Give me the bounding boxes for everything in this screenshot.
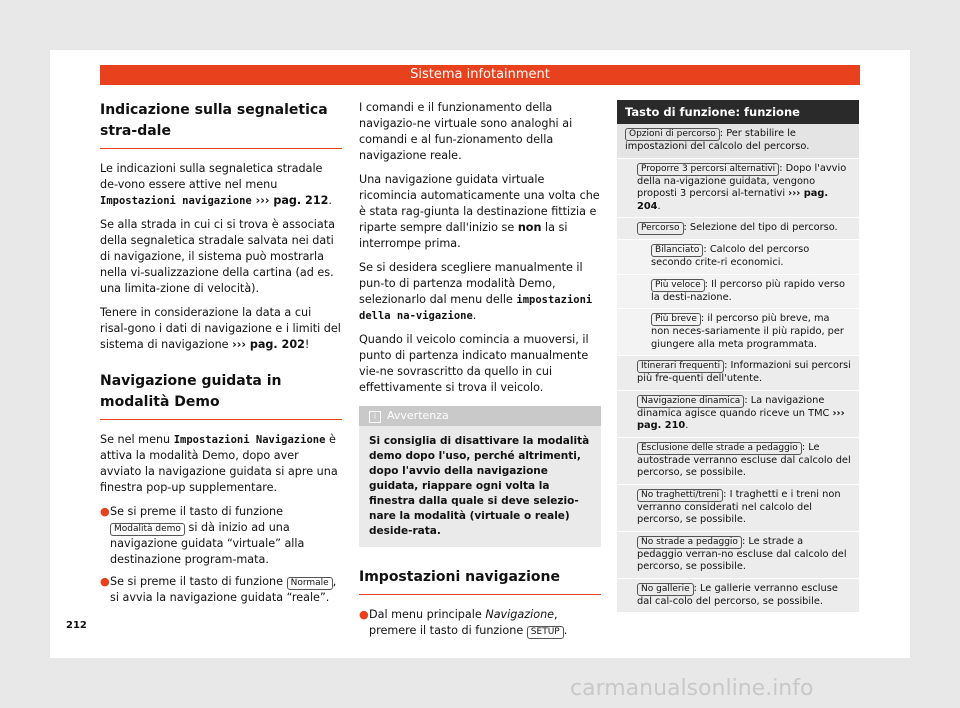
normal-key: Normale <box>287 577 333 590</box>
function-key: Navigazione dinamica <box>637 395 744 408</box>
table-row: Esclusione delle strade a pedaggio : Le autostrade verranno escluse dal calcolo del percorso, se possibile. <box>617 438 859 485</box>
page-reference[interactable]: ››› pag. 204 <box>637 188 829 212</box>
table-row: Percorso : Selezione del tipo di percorso. <box>617 218 859 240</box>
function-key: Proporre 3 percorsi alternativi <box>637 163 779 176</box>
warning-header: i Avvertenza <box>359 406 601 426</box>
warning-box <box>359 406 601 547</box>
table-row: No gallerie : Le gallerie verranno escluse dal cal-colo del percorso, se possibile. <box>617 579 859 614</box>
paragraph: Una navigazione guidata virtuale ricomincia automaticamente una volta che è stata rag-giunta la destinazione fittizia e riparte sempre dall'inizio se non la si interrompe prima. <box>359 173 600 250</box>
table-row: Più breve : il percorso più breve, ma non neces-sariamente il più rapido, per giungere alla meta programmata. <box>617 309 859 356</box>
table-row: Più veloce : Il percorso più rapido verso la desti-nazione. <box>617 275 859 310</box>
function-key: Esclusione delle strade a pedaggio <box>637 442 802 455</box>
bullet-list <box>100 504 342 606</box>
table-row: No traghetti/treni : I traghetti e i treni non verranno considerati nel calcolo del percorso, se possibile. <box>617 485 859 532</box>
paragraph: Le indicazioni sulla segnaletica stradale de-vono essere attive nel menu Impostazioni navigazione ››› pag. 212. <box>100 162 332 207</box>
paragraph: Se alla strada in cui ci si trova è associata della segnaletica stradale salvata nei dati di navigazione, il sistema può mostrarla nella vi-sualizzazione della cartina (ad es. una limita-zione di velocità). <box>100 218 335 295</box>
page-number: 212 <box>66 620 87 631</box>
middle-column <box>359 100 601 645</box>
list-item: ● Dal menu principale Navigazione, premere il tasto di funzione SETUP . <box>359 608 568 637</box>
demo-mode-key: Modalità demo <box>110 523 185 536</box>
bullet-icon: ● <box>100 575 110 588</box>
paragraph: Tenere in considerazione la data a cui risal-gono i dati di navigazione e i limiti del sistema di navigazione ››› pag. 202! <box>100 306 341 351</box>
list-item: ● Se si preme il tasto di funzione Modalità demo si dà inizio ad una navigazione guidata “virtuale” alla destinazione program-mata. <box>100 505 305 566</box>
section-title-signage: Indicazione sulla segnaletica stra-dale <box>100 100 342 149</box>
table-row: Bilanciato : Calcolo del percorso secondo crite-ri economici. <box>617 240 859 275</box>
bullet-icon: ● <box>359 608 369 621</box>
table-header: Tasto di funzione: funzione <box>617 100 859 124</box>
paragraph: Se nel menu Impostazioni Navigazione è attiva la modalità Demo, dopo aver avviato la navigazione guidata si apre una finestra pop-up supplementare. <box>100 433 338 494</box>
table-row: Opzioni di percorso : Per stabilire le impostazioni del calcolo del percorso. <box>617 124 859 159</box>
function-key: Più breve <box>651 313 701 326</box>
function-key: No traghetti/treni <box>637 489 723 502</box>
page-reference[interactable]: ››› pag. 212 <box>251 194 329 207</box>
info-icon: i <box>369 411 381 423</box>
watermark: carmanualsonline.info <box>570 676 814 701</box>
warning-text: Si consiglia di disattivare la modalità demo dopo l'uso, perché altrimenti, dopo l'avvio della navigazione guidata, riappare ogni volta la finestra dalla quale si deve selezio-nare la modalità (virtuale o reale) deside-rata. <box>369 435 590 537</box>
function-key: Percorso <box>637 222 684 235</box>
page-reference[interactable]: ››› pag. 210 <box>637 407 845 431</box>
menu-path: Impostazioni navigazione <box>100 195 252 207</box>
bullet-list <box>359 607 601 639</box>
list-item: ● Se si preme il tasto di funzione Normale , si avvia la navigazione guidata “reale”. <box>100 575 337 604</box>
function-key: Bilanciato <box>651 244 703 257</box>
table-row: Itinerari frequenti : Informazioni sui percorsi più fre-quenti dell'utente. <box>617 356 859 391</box>
table-row: Proporre 3 percorsi alternativi : Dopo l'avvio della na-vigazione guidata, vengono proposti 3 percorsi al-ternativi ››› pag. 204. <box>617 159 859 219</box>
menu-path: impostazioni della na-vigazione <box>359 294 593 322</box>
menu-path: Impostazioni Navigazione <box>173 434 326 446</box>
bullet-icon: ● <box>100 505 110 518</box>
function-key: Più veloce <box>651 279 705 292</box>
setup-key: SETUP <box>527 626 564 639</box>
page-header: Sistema infotainment <box>100 65 860 85</box>
paragraph: I comandi e il funzionamento della navigazio-ne virtuale sono analoghi ai comandi e al fun-zionamento della navigazione reale. <box>359 101 573 162</box>
table-row: Navigazione dinamica : La navigazione dinamica agisce quando riceve un TMC ››› pag. 210. <box>617 391 859 438</box>
function-key: Opzioni di percorso <box>625 128 720 141</box>
function-key: Itinerari frequenti <box>637 360 724 373</box>
function-key: No strade a pedaggio <box>637 536 742 549</box>
paragraph: Quando il veicolo comincia a muoversi, il punto di partenza indicato manualmente vie-ne sovrascritto da quello in cui effettivamente si trova il veicolo. <box>359 333 589 394</box>
left-column <box>100 100 342 612</box>
function-table <box>617 100 859 613</box>
function-key: No gallerie <box>637 583 694 596</box>
paragraph: Se si desidera scegliere manualmente il pun-to di partenza modalità Demo, selezionarlo dal menu delle impostazioni della na-vigazione. <box>359 261 593 322</box>
section-title-settings: Impostazioni navigazione <box>359 567 601 595</box>
table-row: No strade a pedaggio : Le strade a pedaggio verran-no escluse dal calcolo del percorso, se possibile. <box>617 532 859 579</box>
section-title-demo: Navigazione guidata in modalità Demo <box>100 371 342 420</box>
page-reference[interactable]: ››› pag. 202 <box>232 338 305 351</box>
